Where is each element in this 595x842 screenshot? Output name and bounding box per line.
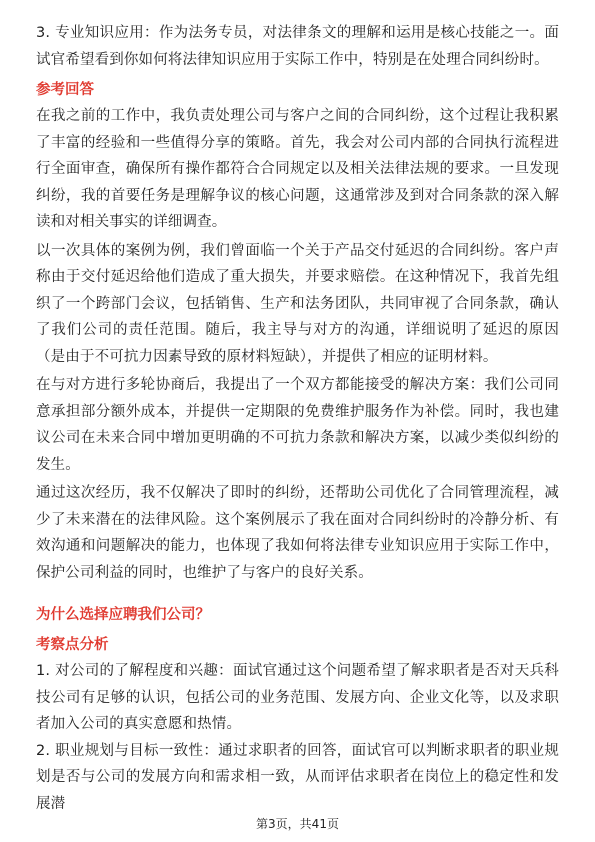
question4-title: 为什么选择应聘我们公司？ (36, 607, 210, 623)
analysis-heading: 考察点分析 (36, 637, 109, 653)
document-page (36, 20, 559, 817)
answer-heading: 参考回答 (36, 82, 94, 98)
question3-point3: 3. 专业知识应用：作为法务专员，对法律条文的理解和运用是核心技能之一。面试官希望看到你如何将法律知识应用于实际工作中，特别是在处理合同纠纷时。 (36, 25, 559, 68)
page-number: 第3页，共41页 (256, 817, 339, 831)
answer-paragraph: 以一次具体的案例为例，我们曾面临一个关于产品交付延迟的合同纠纷。客户声称由于交付延迟给他们造成了重大损失，并要求赔偿。在这种情况下，我首先组织了一个跨部门会议，包括销售、生产和法务团队，共同审视了合同条款，确认了我们公司的责任范围。随后，我主导与对方的沟通，详细说明了延迟的原因（是由于不可抗力因素导致的原材料短缺），并提供了相应的证明材料。 (36, 242, 559, 365)
answer-paragraph: 通过这次经历，我不仅解决了即时的纠纷，还帮助公司优化了合同管理流程，减少了未来潜在的法律风险。这个案例展示了我在面对合同纠纷时的冷静分析、有效沟通和问题解决的能力，也体现了我如何将法律专业知识应用于实际工作中，保护公司利益的同时，也维护了与客户的良好关系。 (36, 485, 559, 581)
analysis-point: 1. 对公司的了解程度和兴趣：面试官通过这个问题希望了解求职者是否对天兵科技公司有足够的认识，包括公司的业务范围、发展方向、企业文化等，以及求职者加入公司的真实意愿和热情。 (36, 663, 559, 732)
answer-paragraph: 在我之前的工作中，我负责处理公司与客户之间的合同纠纷，这个过程让我积累了丰富的经验和一些值得分享的策略。首先，我会对公司内部的合同执行流程进行全面审查，确保所有操作都符合合同规定以及相关法律法规的要求。一旦发现纠纷，我的首要任务是理解争议的核心问题，这通常涉及到对合同条款的深入解读和对相关事实的详细调查。 (36, 108, 559, 230)
answer-paragraph: 在与对方进行多轮协商后，我提出了一个双方都能接受的解决方案：我们公司同意承担部分额外成本，并提供一定期限的免费维护服务作为补偿。同时，我也建议公司在未来合同中增加更明确的不可抗力条款和解决方案，以减少类似纠纷的发生。 (36, 377, 559, 473)
analysis-point: 2. 职业规划与目标一致性：通过求职者的回答，面试官可以判断求职者的职业规划是否与公司的发展方向和需求相一致，从而评估求职者在岗位上的稳定性和发展潜 (36, 742, 559, 812)
